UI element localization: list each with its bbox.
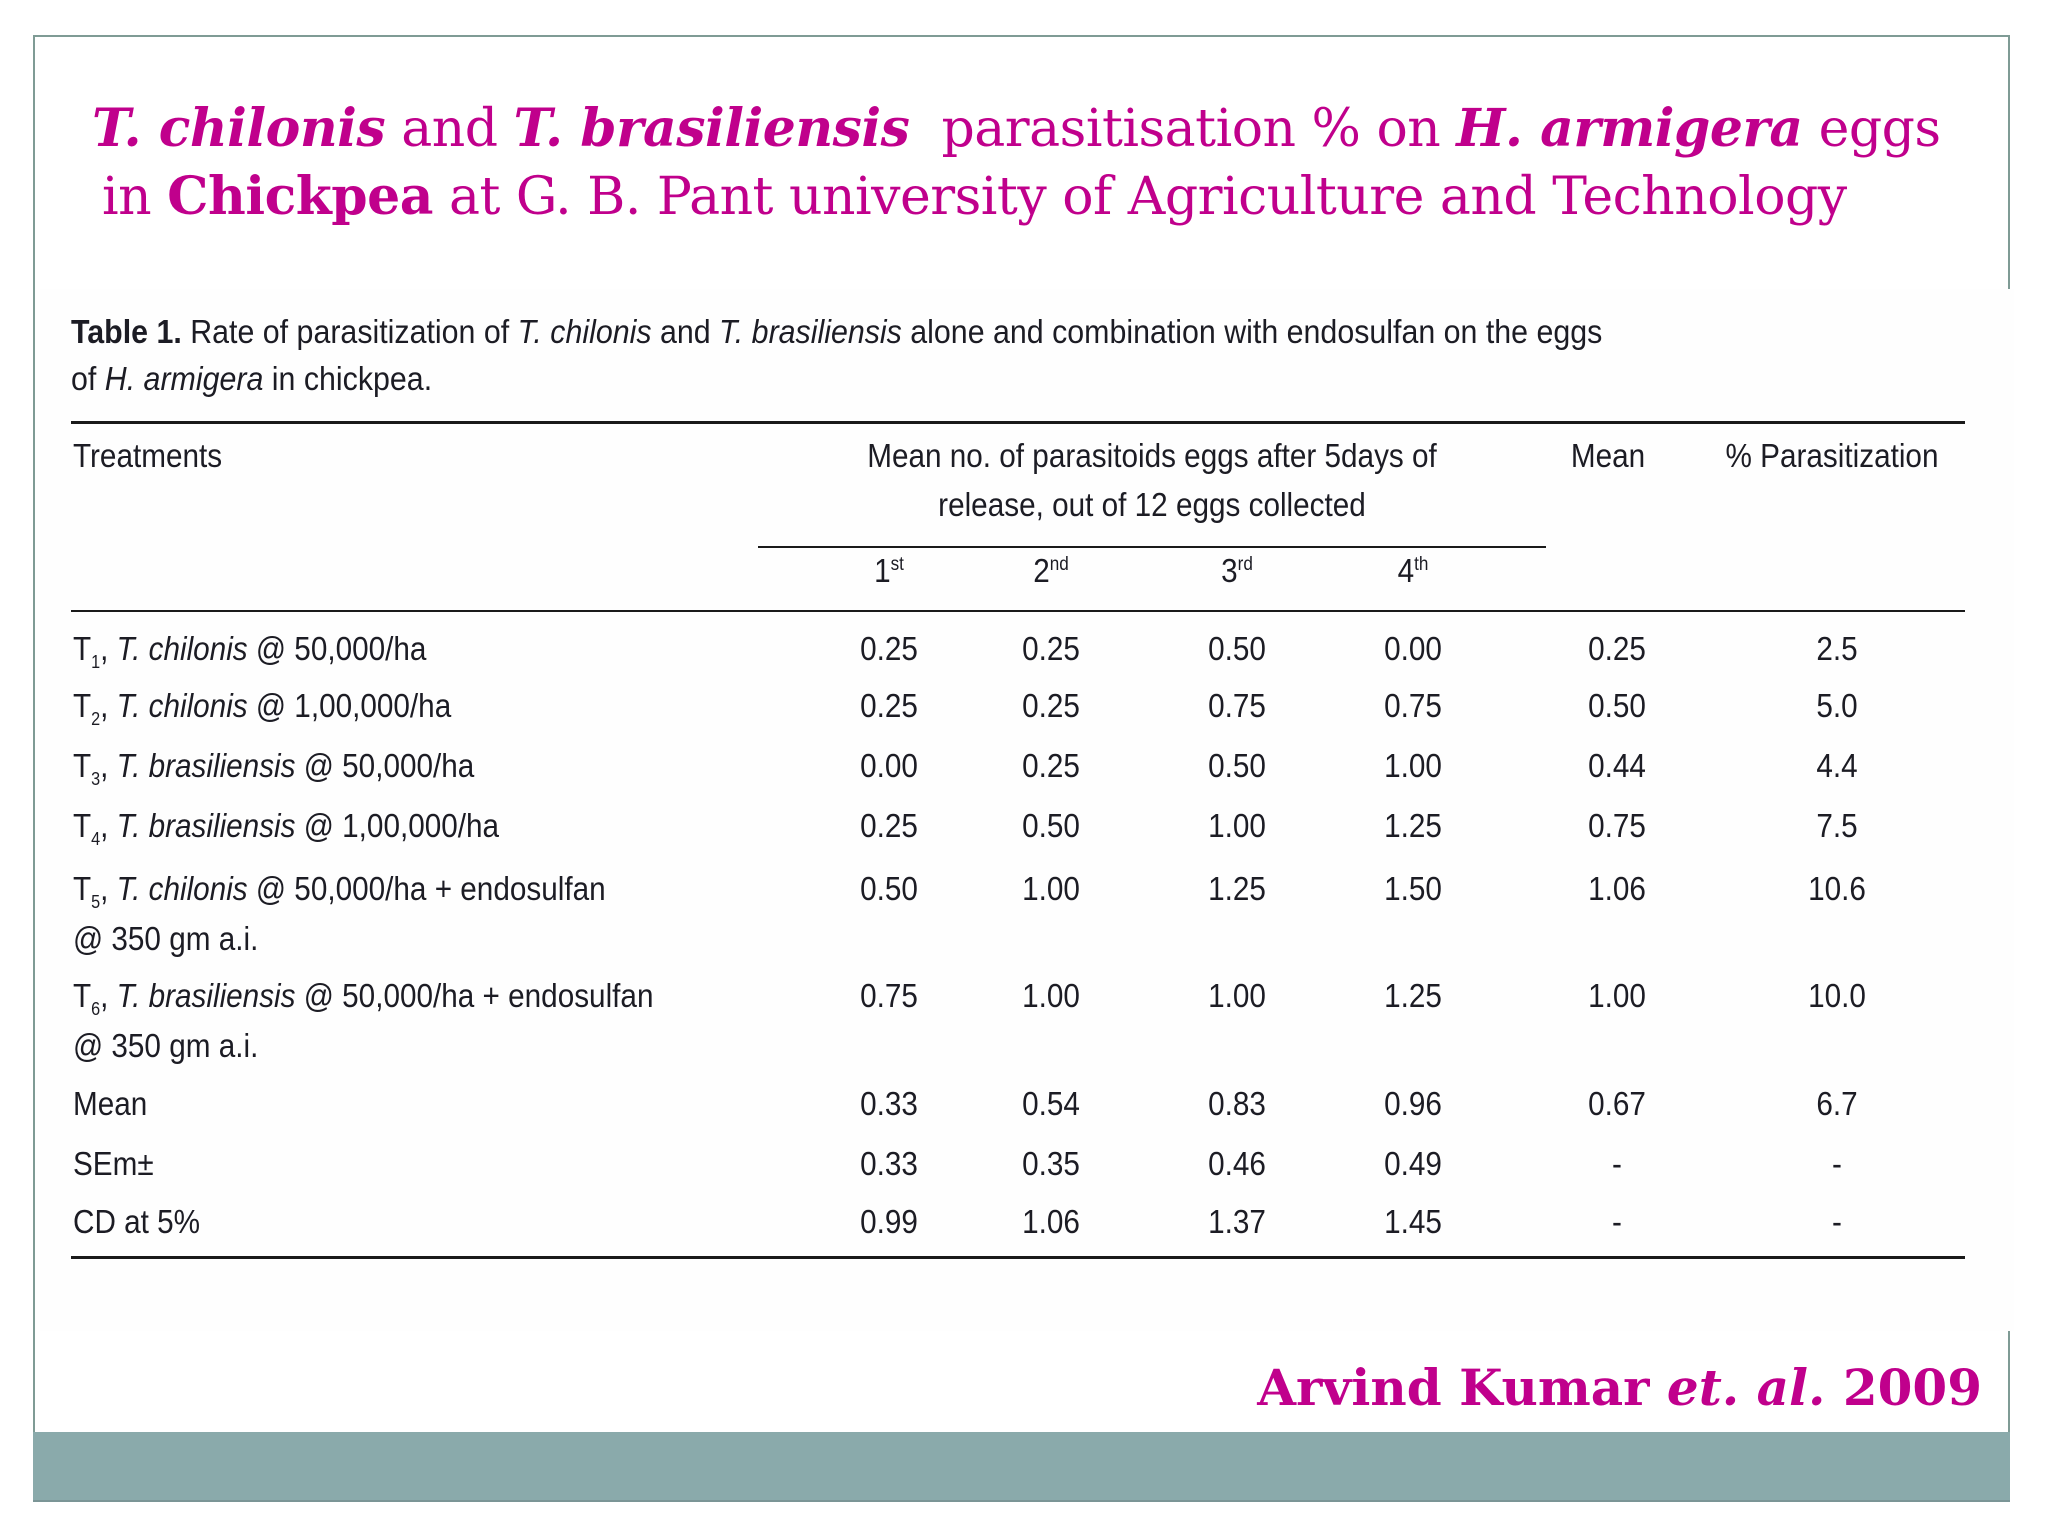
summary-mean: - <box>1612 1203 1622 1240</box>
treatment-species: T. chilonis <box>116 870 248 907</box>
treatment-label-line-2: @ 350 gm a.i. <box>73 1027 259 1064</box>
cell-observation-4: 1.25 <box>1384 807 1442 844</box>
summary-cell-3: 1.37 <box>1208 1203 1266 1240</box>
title-text: at G. B. Pant university of Agriculture and Technology <box>432 167 1847 227</box>
footer-bar <box>33 1432 2010 1502</box>
treatment-label <box>73 870 606 913</box>
cell-observation-3: 1.00 <box>1208 807 1266 844</box>
separator: , <box>100 747 117 784</box>
cell-observation-2: 0.25 <box>1022 630 1080 667</box>
separator: , <box>100 807 117 844</box>
group-header-rule <box>758 546 1546 548</box>
treatment-code: T <box>73 630 92 667</box>
treatment-code: T <box>73 870 92 907</box>
treatment-label-line-2: @ 350 gm a.i. <box>73 920 259 957</box>
cell-observation-2: 1.00 <box>1022 870 1080 907</box>
title-species-1: T. chilonis <box>92 98 386 159</box>
subheader-4th <box>1398 552 1429 590</box>
cell-pct-parasitization: 4.4 <box>1816 747 1858 784</box>
slide-title-line-1 <box>92 98 1941 159</box>
caption-text: Rate of parasitization of <box>181 313 518 350</box>
title-crop: Chickpea <box>167 166 433 227</box>
treatment-index: 2 <box>91 709 101 729</box>
treatment-species: T. chilonis <box>116 630 248 667</box>
cell-observation-4: 1.50 <box>1384 870 1442 907</box>
caption-text: alone and combination with endosulfan on the eggs <box>901 313 1603 350</box>
cell-pct-parasitization: 10.0 <box>1808 977 1866 1014</box>
header-bottom-rule <box>71 610 1965 612</box>
summary-mean: 0.67 <box>1588 1085 1646 1122</box>
summary-cell-3: 0.83 <box>1208 1085 1266 1122</box>
ordinal-suffix: st <box>890 554 904 575</box>
separator: , <box>100 687 117 724</box>
ordinal-suffix: nd <box>1049 554 1069 575</box>
table-caption-line-2 <box>71 360 432 398</box>
cell-observation-3: 0.50 <box>1208 747 1266 784</box>
summary-cell-1: 0.33 <box>860 1145 918 1182</box>
cell-observation-4: 1.25 <box>1384 977 1442 1014</box>
summary-label: Mean <box>73 1085 148 1122</box>
treatment-species: T. brasiliensis <box>116 977 296 1014</box>
treatment-index: 6 <box>91 999 101 1019</box>
treatment-dose: @ 1,00,000/ha <box>247 687 452 724</box>
separator: , <box>100 870 117 907</box>
summary-pct: 6.7 <box>1816 1085 1858 1122</box>
header-mean: Mean <box>1570 437 1646 474</box>
summary-label: CD at 5% <box>73 1203 201 1240</box>
cell-mean: 0.50 <box>1588 687 1646 724</box>
caption-text: of <box>71 360 105 397</box>
summary-cell-2: 0.35 <box>1022 1145 1080 1182</box>
cell-observation-1: 0.50 <box>860 870 918 907</box>
ordinal-num: 4 <box>1397 552 1415 589</box>
treatment-dose: @ 50,000/ha + endosulfan <box>247 870 606 907</box>
caption-text: in chickpea. <box>263 360 433 397</box>
header-treatments: Treatments <box>73 437 223 474</box>
subheader-3rd <box>1221 552 1253 590</box>
slide-title-line-2 <box>102 166 1847 227</box>
citation-year: 2009 <box>1825 1358 1982 1417</box>
cell-observation-4: 0.75 <box>1384 687 1442 724</box>
summary-cell-4: 0.49 <box>1384 1145 1442 1182</box>
caption-text: and <box>651 313 720 350</box>
title-text: in <box>102 167 168 227</box>
ordinal-num: 2 <box>1033 552 1050 589</box>
summary-label: SEm± <box>73 1145 154 1182</box>
ordinal-suffix: th <box>1414 554 1429 575</box>
caption-species: T. chilonis <box>517 313 652 350</box>
treatment-species: T. chilonis <box>116 687 248 724</box>
treatment-label <box>73 630 426 673</box>
treatment-code: T <box>73 807 92 844</box>
citation-etal: et. al. <box>1666 1358 1826 1417</box>
treatment-label <box>73 747 474 790</box>
cell-pct-parasitization: 7.5 <box>1816 807 1858 844</box>
summary-pct: - <box>1832 1203 1842 1240</box>
header-group-line-2: release, out of 12 eggs collected <box>938 486 1366 523</box>
cell-observation-2: 0.50 <box>1022 807 1080 844</box>
treatment-dose: @ 50,000/ha <box>295 747 475 784</box>
cell-observation-3: 0.50 <box>1208 630 1266 667</box>
treatment-index: 5 <box>91 892 101 912</box>
header-pct-parasitization: % Parasitization <box>1725 437 1939 474</box>
title-text: eggs <box>1802 99 1941 159</box>
cell-pct-parasitization: 10.6 <box>1808 870 1866 907</box>
treatment-code: T <box>73 977 92 1014</box>
header-group-line-1: Mean no. of parasitoids eggs after 5days of <box>867 437 1437 474</box>
treatment-dose: @ 50,000/ha <box>247 630 427 667</box>
cell-observation-1: 0.00 <box>860 747 918 784</box>
treatment-label <box>73 687 451 730</box>
cell-observation-1: 0.75 <box>860 977 918 1014</box>
title-species-2: T. brasiliensis <box>513 98 910 159</box>
summary-cell-1: 0.99 <box>860 1203 918 1240</box>
summary-cell-3: 0.46 <box>1208 1145 1266 1182</box>
cell-observation-1: 0.25 <box>860 807 918 844</box>
citation <box>1257 1358 1982 1417</box>
caption-species: T. brasiliensis <box>719 313 902 350</box>
ordinal-suffix: rd <box>1237 554 1253 575</box>
title-text: and <box>385 99 514 159</box>
table-top-rule <box>71 421 1965 424</box>
treatment-index: 3 <box>91 769 101 789</box>
ordinal-num: 1 <box>874 552 891 589</box>
cell-observation-1: 0.25 <box>860 630 918 667</box>
table-caption-line-1 <box>71 313 1602 351</box>
cell-mean: 1.00 <box>1588 977 1646 1014</box>
cell-observation-4: 0.00 <box>1384 630 1442 667</box>
summary-pct: - <box>1832 1145 1842 1182</box>
caption-species: H. armigera <box>104 360 264 397</box>
summary-mean: - <box>1612 1145 1622 1182</box>
cell-pct-parasitization: 5.0 <box>1816 687 1858 724</box>
treatment-code: T <box>73 687 92 724</box>
table-bottom-rule <box>71 1256 1965 1259</box>
treatment-dose: @ 1,00,000/ha <box>295 807 500 844</box>
cell-mean: 1.06 <box>1588 870 1646 907</box>
summary-cell-4: 1.45 <box>1384 1203 1442 1240</box>
ordinal-num: 3 <box>1221 552 1238 589</box>
treatment-dose: @ 50,000/ha + endosulfan <box>295 977 654 1014</box>
cell-observation-2: 0.25 <box>1022 687 1080 724</box>
cell-observation-4: 1.00 <box>1384 747 1442 784</box>
summary-cell-1: 0.33 <box>860 1085 918 1122</box>
summary-cell-2: 0.54 <box>1022 1085 1080 1122</box>
title-text: parasitisation % on <box>909 99 1457 159</box>
separator: , <box>100 977 117 1014</box>
cell-observation-1: 0.25 <box>860 687 918 724</box>
summary-cell-4: 0.96 <box>1384 1085 1442 1122</box>
cell-observation-3: 0.75 <box>1208 687 1266 724</box>
cell-mean: 0.75 <box>1588 807 1646 844</box>
summary-cell-2: 1.06 <box>1022 1203 1080 1240</box>
treatment-index: 4 <box>91 829 101 849</box>
treatment-label <box>73 977 653 1020</box>
treatment-label <box>73 807 499 850</box>
cell-pct-parasitization: 2.5 <box>1816 630 1858 667</box>
cell-observation-3: 1.25 <box>1208 870 1266 907</box>
cell-mean: 0.25 <box>1588 630 1646 667</box>
title-species-3: H. armigera <box>1456 98 1803 159</box>
cell-observation-3: 1.00 <box>1208 977 1266 1014</box>
treatment-species: T. brasiliensis <box>116 807 296 844</box>
subheader-2nd <box>1033 552 1069 590</box>
cell-observation-2: 0.25 <box>1022 747 1080 784</box>
treatment-species: T. brasiliensis <box>116 747 296 784</box>
caption-label: Table 1. <box>71 313 182 350</box>
cell-mean: 0.44 <box>1588 747 1646 784</box>
citation-author: Arvind Kumar <box>1257 1358 1667 1417</box>
separator: , <box>100 630 117 667</box>
treatment-index: 1 <box>91 652 101 672</box>
subheader-1st <box>874 552 904 590</box>
treatment-code: T <box>73 747 92 784</box>
cell-observation-2: 1.00 <box>1022 977 1080 1014</box>
